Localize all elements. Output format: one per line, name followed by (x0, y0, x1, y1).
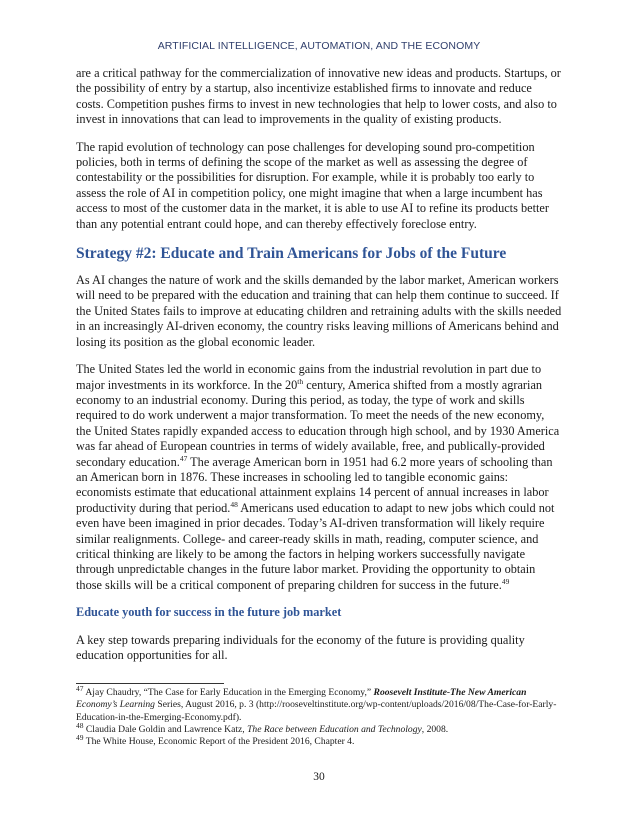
running-header: ARTIFICIAL INTELLIGENCE, AUTOMATION, AND THE ECONOMY (157, 40, 481, 52)
footnote-47 (76, 683, 562, 724)
text-segment: Americans used education to adapt to new jobs which could not even have been imagined in prior decades. Today’s AI-driven transformation will likely require similar realignments. College- and career-ready skills in math, reading, computer science, and critical thinking are likely to be among the factors in helping workers successfully navigate through unpredictable changes in the future labor market. Providing the opportunity to obtain those skills will be a critical component of preparing children for success in the future. (76, 500, 555, 592)
paragraph-technology-challenges: The rapid evolution of technology can pose challenges for developing sound pro-competition policies, both in terms of defining the scope of the market as well as assessing the degree of contestability or the possibilities for disruption. For example, while it is probably too early to assess the role of AI in competition policy, one might imagine that when a large incumbent has access to most of the customer data in the market, it is able to use AI to refine its products better than any potential entrant could hope, and can thereby effectively foreclose entry. (76, 139, 549, 231)
section-heading-strategy-2: Strategy #2: Educate and Train Americans for Jobs of the Future (76, 245, 507, 263)
footnote-number: 49 (76, 733, 84, 742)
footnote-48 (76, 720, 562, 736)
superscript-th: th (297, 376, 304, 386)
text-segment: century, America shifted from a mostly agrarian economy to an industrial economy. During this period, as today, the type of work and skills required to do work underwent a major transformation. To meet the needs of the new economy, the United States rapidly expanded access to education through high school, and by 1930 America was far ahead of European countries in terms of widely available, free, and publically-provided secondary education. (76, 377, 560, 469)
page-number: 30 (313, 771, 325, 783)
footnote-text: The White House, Economic Report of the President 2016, Chapter 4. (83, 736, 355, 748)
footnote-series: Economy’s Learning (76, 699, 155, 711)
footnote-ref-48[interactable]: 48 (230, 499, 238, 509)
paragraph-competition: are a critical pathway for the commercialization of innovative new ideas and products. Startups, or the possibility of entry by a startup, also incentivize established firms to innovate and reduce costs. Competition pushes firms to invest in new technologies that help to lower costs, and also to invest in innovations that can lead to improvements in the quality of existing products. (76, 66, 561, 127)
footnote-number: 47 (76, 683, 84, 693)
footnote-number: 48 (76, 720, 84, 730)
text-segment: The United States led the world in economic gains from the industrial revolution in part due to major investments in its workforce. In the 20 (76, 362, 542, 392)
footnote-text[interactable]: Series, August 2016, p. 3 (http://rooseveltinstitute.org/wp-content/uploads/2016/08/The-Case-for-Early-Education-in-the-Emerging-Economy.pdf). (76, 699, 557, 723)
paragraph-education-history (76, 362, 562, 593)
page-body (76, 66, 562, 675)
paragraph-quality-education: A key step towards preparing individuals for the economy of the future is providing quality education opportunities for all. (76, 632, 525, 662)
footnote-text: Claudia Dale Goldin and Lawrence Katz, (83, 723, 248, 735)
subsection-heading-educate-youth: Educate youth for success in the future job market (76, 605, 342, 620)
footnote-book-title: The Race between Education and Technology (247, 723, 422, 735)
footnote-source: Roosevelt Institute-The New American (373, 687, 527, 698)
footnote-divider (76, 683, 224, 684)
footnote-text: Ajay Chaudry, “The Case for Early Education in the Emerging Economy,” (83, 687, 374, 698)
footnotes (76, 683, 562, 748)
paragraph-ai-workforce: As AI changes the nature of work and the skills demanded by the labor market, American workers will need to be prepared with the education and training that can help them continue to succeed. If the United States fails to improve at educating children and retraining adults with the skills needed in an increasingly AI-driven economy, the country risks leaving millions of Americans behind and losing its position as the global economic leader. (76, 273, 562, 349)
footnote-text: , 2008. (421, 723, 449, 735)
footnote-ref-49[interactable]: 49 (501, 576, 510, 586)
footnote-49 (76, 733, 562, 748)
text-segment: The average American born in 1951 had 6.2 more years of schooling than an American born in 1876. These increases in schooling led to tangible economic gains: economists estimate that educational attainment explains 14 percent of annual increases in labor productivity during that period. (76, 454, 553, 515)
footnote-ref-47[interactable]: 47 (179, 453, 188, 463)
